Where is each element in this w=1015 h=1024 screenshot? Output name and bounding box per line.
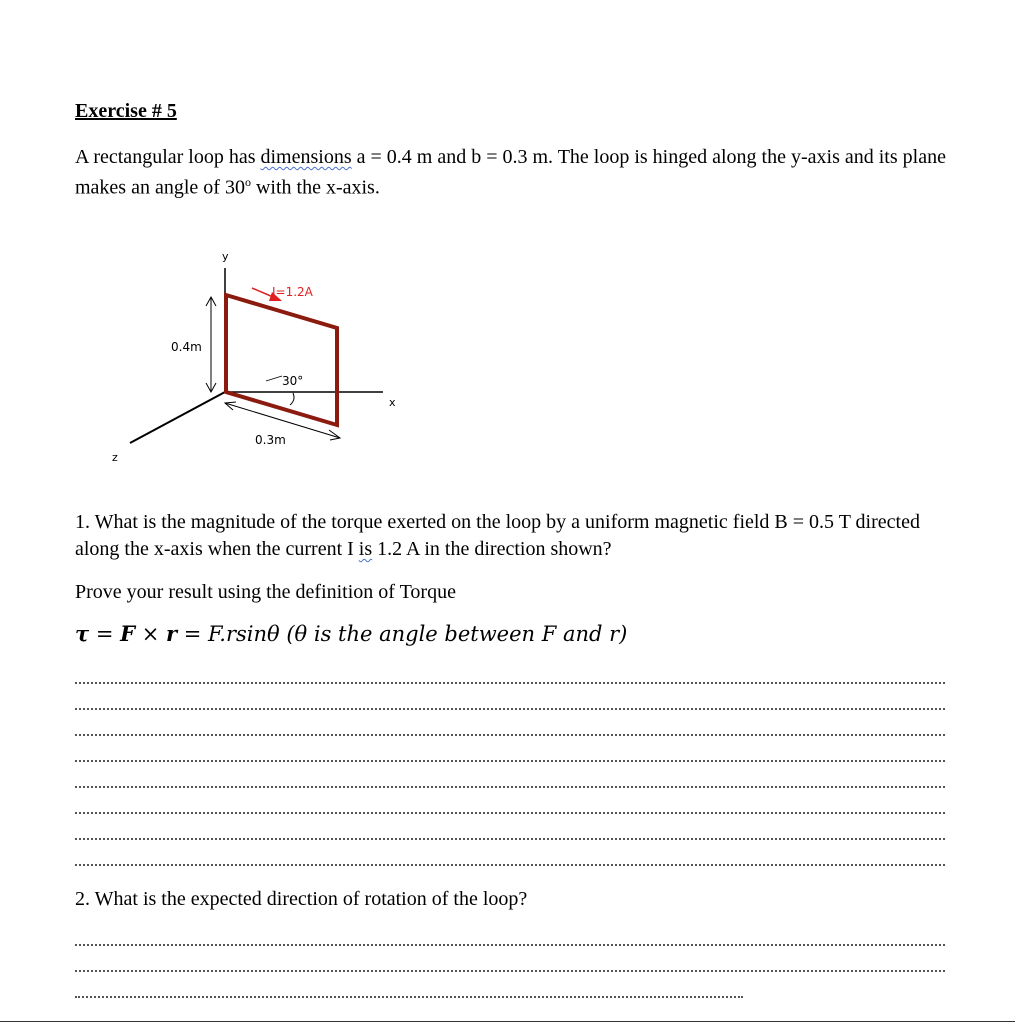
answer-line-4 <box>75 760 945 762</box>
x-axis-label: x <box>389 396 396 409</box>
current-loop <box>226 295 337 425</box>
formula-rest: = F.rsinθ (θ is the angle between F and r) <box>177 622 628 646</box>
answer-line-5 <box>75 786 945 788</box>
question-2: 2. What is the expected direction of rotation of the loop? <box>75 888 528 910</box>
formula-f: F <box>120 621 136 646</box>
angle-leader <box>266 376 282 381</box>
question-1-text-2: 1.2 A in the direction shown? <box>372 538 612 560</box>
z-axis-label: z <box>112 451 118 464</box>
formula-tau: τ <box>75 621 90 646</box>
answer-line-2 <box>75 708 945 710</box>
answer-line-8 <box>75 864 945 866</box>
formula-eq: = <box>89 622 121 646</box>
intro-text-1: A rectangular loop has <box>75 146 261 168</box>
formula-cross: × <box>135 622 166 646</box>
intro-text-2: a = 0.4 m and b = 0.3 m. The loop is hinged along the y-axis and its plane makes an angle of 30 <box>75 146 946 199</box>
page-bottom-rule <box>0 1021 1015 1022</box>
prove-instruction: Prove your result using the definition of Torque <box>75 581 456 603</box>
answer-line-1 <box>75 682 945 684</box>
answer-line-7 <box>75 838 945 840</box>
angle-label: 30° <box>282 374 304 388</box>
intro-paragraph <box>75 145 955 201</box>
torque-formula <box>75 621 627 646</box>
degree-superscript: o <box>244 175 251 189</box>
question-1 <box>75 509 955 563</box>
loop-diagram <box>100 240 420 470</box>
answer-line-9 <box>75 944 945 946</box>
side-b-label: 0.3m <box>255 433 286 447</box>
side-a-label: 0.4m <box>171 340 202 354</box>
spellcheck-word-dimensions: dimensions <box>260 146 352 168</box>
current-label: I=1.2A <box>272 285 313 299</box>
y-axis-label: y <box>222 250 229 263</box>
intro-text-3: with the x-axis. <box>250 176 380 199</box>
spellcheck-word-is: is <box>358 538 373 560</box>
question-1-text-1: 1. What is the magnitude of the torque exerted on the loop by a uniform magnetic field B = 0.5 T directed along the x-axis when the current I <box>75 511 920 560</box>
answer-line-10 <box>75 970 945 972</box>
exercise-heading: Exercise # 5 <box>75 100 177 122</box>
answer-line-11 <box>75 996 743 998</box>
z-axis <box>130 392 225 443</box>
answer-line-6 <box>75 812 945 814</box>
answer-line-3 <box>75 734 945 736</box>
formula-r: r <box>165 621 178 646</box>
angle-arc <box>290 393 294 405</box>
